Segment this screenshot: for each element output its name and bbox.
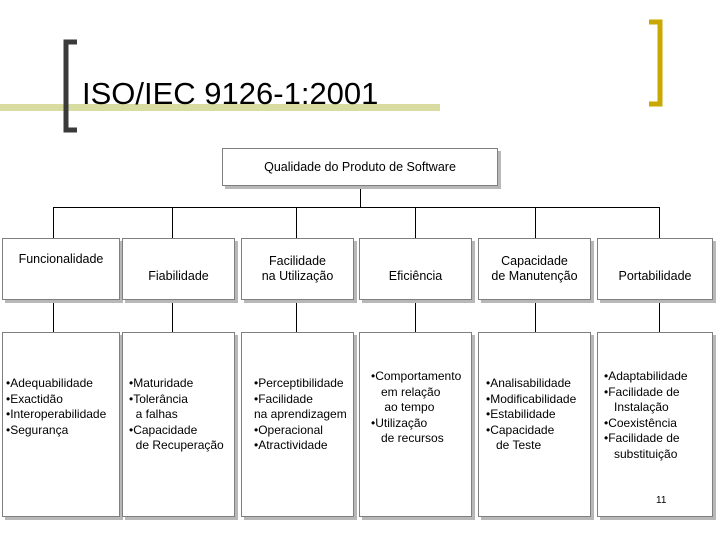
subcharacteristic-item: de recursos <box>371 431 444 445</box>
subcharacteristic-item: •Atractividade <box>254 438 328 452</box>
subcharacteristic-box <box>478 332 591 517</box>
subcharacteristic-item: Instalação <box>604 400 669 414</box>
characteristic-label: Eficiência <box>388 268 443 283</box>
characteristic-box <box>478 238 591 300</box>
subcharacteristic-box <box>122 332 235 517</box>
characteristic-label: Fiabilidade <box>148 268 209 283</box>
subcharacteristic-item: •Perceptibilidade <box>254 376 344 390</box>
subcharacteristic-item: •Utilização <box>371 415 428 430</box>
drop-line <box>415 207 416 239</box>
characteristic-box <box>359 238 472 300</box>
left-bracket-icon <box>66 42 77 130</box>
subcharacteristic-item: •Comportamento <box>371 369 462 383</box>
characteristic-label: Capacidade de Manutenção <box>491 254 578 283</box>
subcharacteristic-item: •Estabilidade <box>486 407 556 421</box>
drop-line <box>659 207 660 239</box>
characteristic-label: Portabilidade <box>618 268 692 283</box>
drop-line <box>535 207 536 239</box>
right-bracket-icon <box>649 22 660 104</box>
subcharacteristic-item: •Interoperabilidade <box>6 407 107 421</box>
subcharacteristic-item: •Facilidade de <box>604 384 680 399</box>
link-line <box>172 300 173 332</box>
subcharacteristic-item: •Facilidade <box>254 391 313 406</box>
subcharacteristic-item: •Maturidade <box>129 376 194 390</box>
subcharacteristic-item: •Exactidão <box>6 391 63 406</box>
subcharacteristic-box <box>241 332 354 517</box>
link-line <box>659 300 660 332</box>
root-stem <box>360 186 361 208</box>
subcharacteristic-item: de Recuperação <box>129 438 224 452</box>
characteristic-box <box>597 238 713 300</box>
drop-line <box>53 207 54 239</box>
characteristic-box <box>122 238 235 300</box>
characteristic-label: Facilidade na Utilização <box>261 254 334 283</box>
link-line <box>535 300 536 332</box>
page-number: 11 <box>656 495 667 506</box>
subcharacteristic-item: •Modificabilidade <box>486 391 577 406</box>
horizontal-connector <box>53 207 660 208</box>
subcharacteristic-box <box>359 332 472 517</box>
subcharacteristic-item: •Segurança <box>6 422 69 437</box>
subcharacteristic-item: •Facilidade de <box>604 431 680 445</box>
subcharacteristic-item: •Adaptabilidade <box>604 369 688 383</box>
characteristic-box <box>241 238 354 300</box>
link-line <box>296 300 297 332</box>
subcharacteristic-item: •Coexistência <box>604 415 677 430</box>
subcharacteristic-item: •Operacional <box>254 422 323 437</box>
subcharacteristic-item: de Teste <box>486 438 542 452</box>
subcharacteristic-item: ao tempo <box>371 400 435 414</box>
drop-line <box>172 207 173 239</box>
subcharacteristic-item: substituição <box>604 446 678 461</box>
characteristic-box <box>2 238 120 300</box>
subcharacteristic-item: na aprendizagem <box>254 407 347 421</box>
subcharacteristic-item: a falhas <box>129 407 178 421</box>
subcharacteristic-item: •Analisabilidade <box>486 376 571 390</box>
decorative-brackets <box>0 0 720 140</box>
link-line <box>53 300 54 332</box>
subcharacteristic-item: em relação <box>371 384 441 399</box>
characteristic-label: Funcionalidade <box>18 252 104 266</box>
subcharacteristic-item: •Tolerância <box>129 391 188 406</box>
link-line <box>415 300 416 332</box>
root-label: Qualidade do Produto de Software <box>264 159 456 174</box>
subcharacteristic-item: •Capacidade <box>486 422 555 437</box>
subcharacteristic-item: •Adequabilidade <box>6 376 93 390</box>
subcharacteristic-item: •Capacidade <box>129 422 198 437</box>
slide-title: ISO/IEC 9126-1:2001 <box>82 76 379 111</box>
root-box <box>222 148 498 186</box>
drop-line <box>296 207 297 239</box>
subcharacteristic-box <box>597 332 713 517</box>
subcharacteristic-box <box>2 332 120 517</box>
